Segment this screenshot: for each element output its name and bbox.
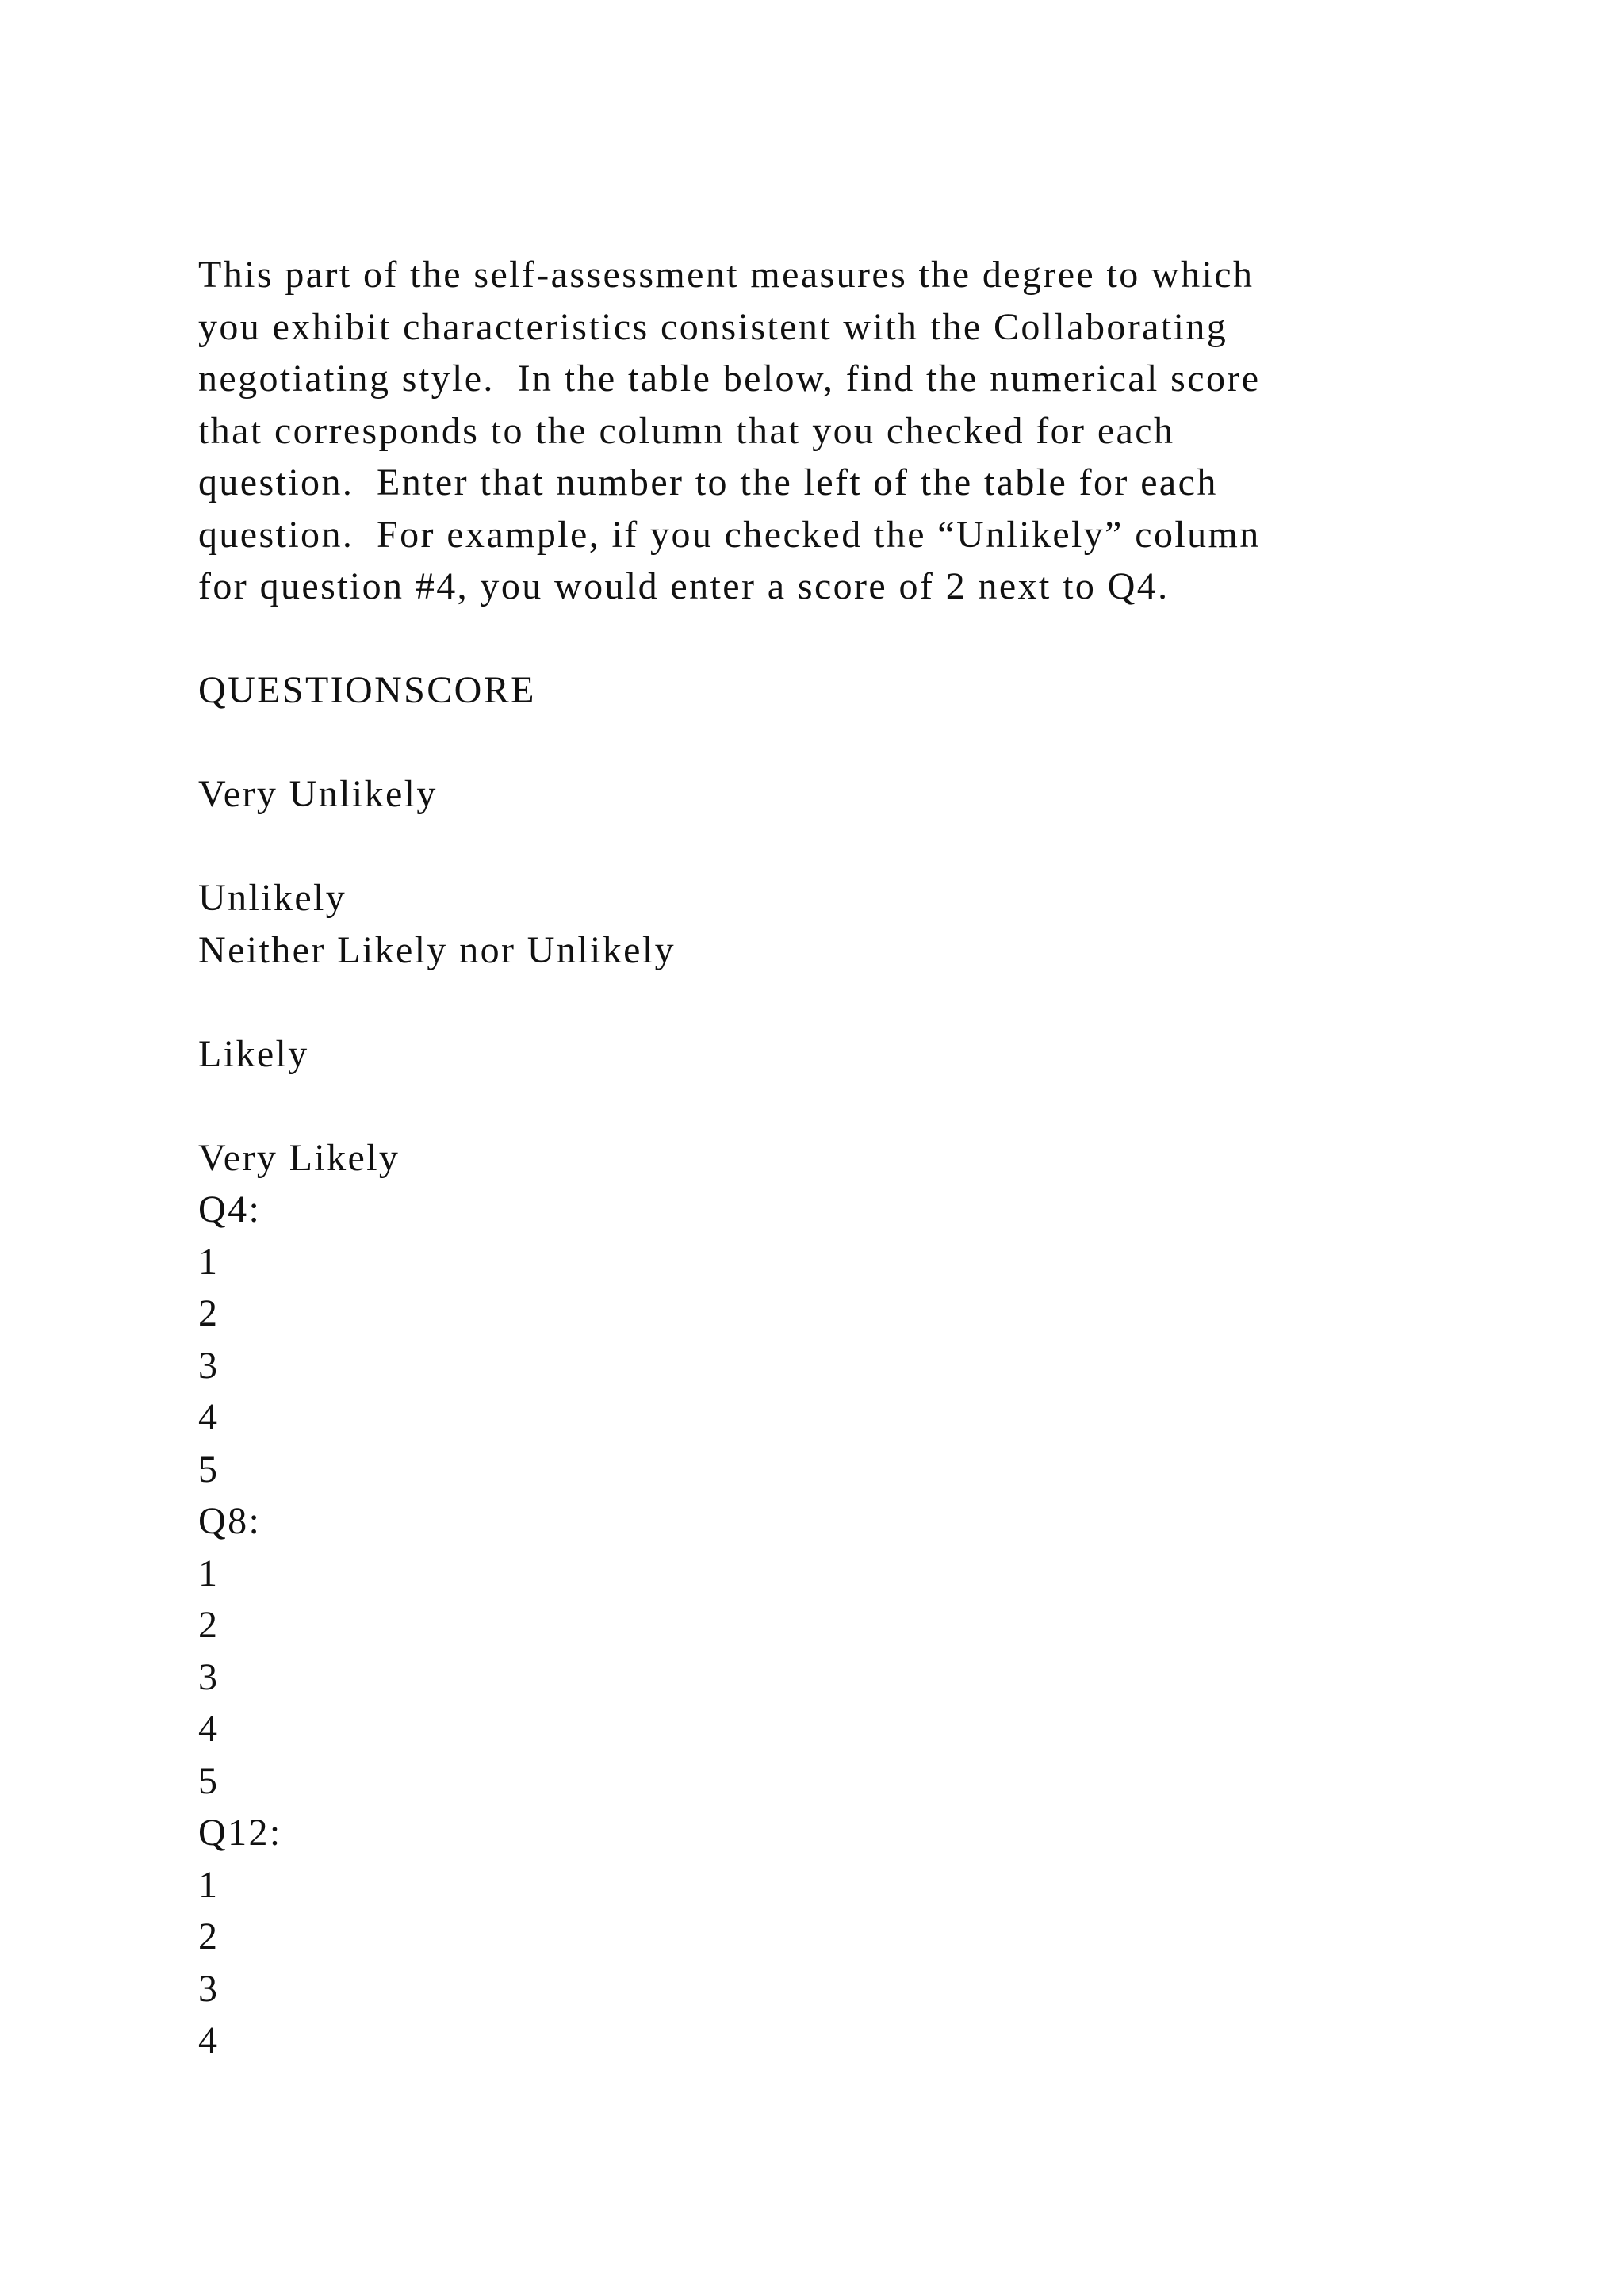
spacer xyxy=(198,976,1467,1028)
document-page xyxy=(198,249,1467,2067)
table-header: QUESTIONSCORE xyxy=(198,669,536,711)
question-label: Q8: xyxy=(198,1500,262,1542)
intro-line: question. For example, if you checked the “Unlikely” column xyxy=(198,513,1261,556)
intro-line: question. Enter that number to the left of the table for each xyxy=(198,461,1218,503)
question-row xyxy=(198,1184,1467,1495)
column-unlikely: Unlikely xyxy=(198,877,347,919)
score-cell: 1 xyxy=(198,1552,220,1594)
intro-line: you exhibit characteristics consistent with the Collaborating xyxy=(198,305,1228,348)
column-likely: Likely xyxy=(198,1032,309,1075)
score-cell: 2 xyxy=(198,1915,220,1957)
score-cell: 3 xyxy=(198,1344,220,1387)
score-cell: 1 xyxy=(198,1240,220,1283)
score-cell: 4 xyxy=(198,2019,220,2061)
spacer xyxy=(198,821,1467,873)
intro-paragraph xyxy=(198,249,1467,613)
score-cell: 4 xyxy=(198,1708,220,1750)
score-cell: 3 xyxy=(198,1655,220,1698)
question-row xyxy=(198,1807,1467,2067)
question-label: Q12: xyxy=(198,1812,282,1854)
column-very-unlikely: Very Unlikely xyxy=(198,773,438,815)
question-row xyxy=(198,1495,1467,1807)
intro-line: that corresponds to the column that you checked for each xyxy=(198,409,1175,452)
score-cell: 5 xyxy=(198,1759,220,1802)
spacer xyxy=(198,717,1467,769)
spacer xyxy=(198,613,1467,665)
column-very-likely: Very Likely xyxy=(198,1136,400,1179)
score-cell: 3 xyxy=(198,1967,220,2010)
intro-line: This part of the self-assessment measures the degree to which xyxy=(198,254,1254,296)
score-cell: 2 xyxy=(198,1604,220,1646)
score-cell: 4 xyxy=(198,1396,220,1438)
score-cell: 2 xyxy=(198,1292,220,1334)
score-cell: 5 xyxy=(198,1448,220,1490)
intro-line: for question #4, you would enter a score of 2 next to Q4. xyxy=(198,565,1170,607)
question-label: Q4: xyxy=(198,1188,262,1230)
score-cell: 1 xyxy=(198,1863,220,1906)
column-neither: Neither Likely nor Unlikely xyxy=(198,928,676,971)
intro-line: negotiating style. In the table below, find the numerical score xyxy=(198,358,1261,400)
spacer xyxy=(198,1080,1467,1132)
